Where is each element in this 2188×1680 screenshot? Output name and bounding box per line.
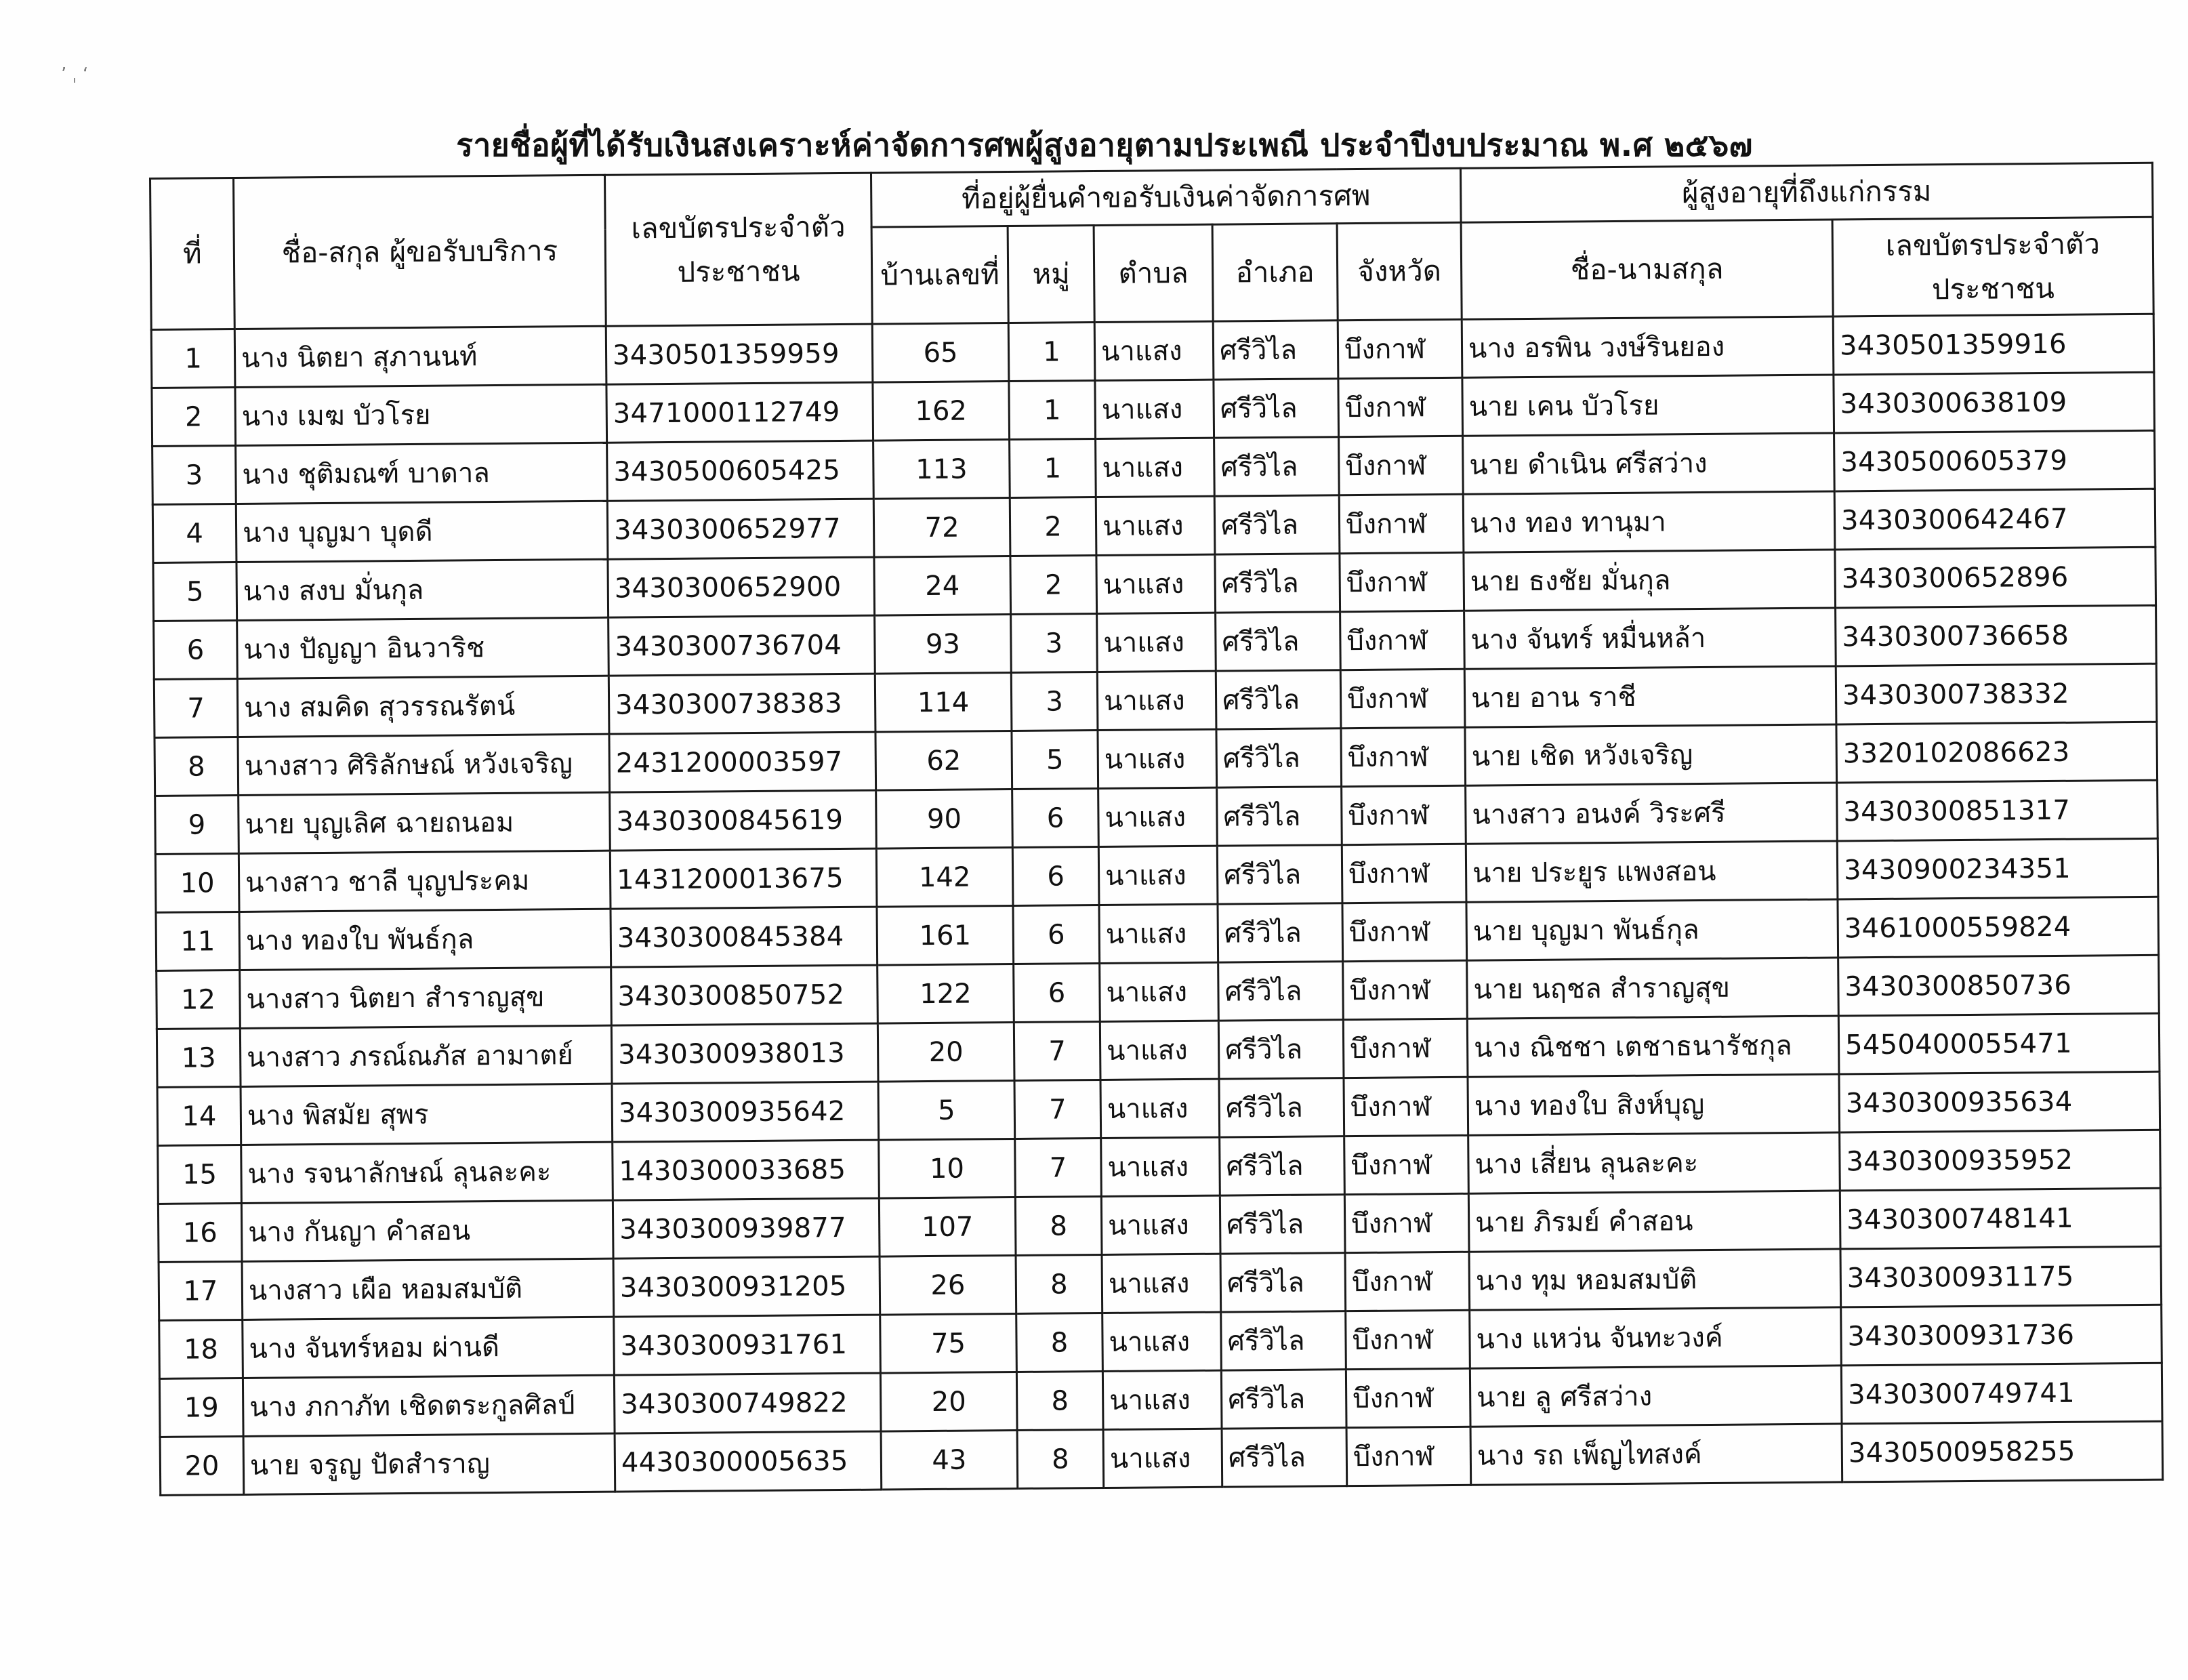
header-address-group: ที่อยู่ผู้ยื่นคำขอรับเงินค่าจัดการศพ xyxy=(871,168,1461,227)
cell-no: 1 xyxy=(151,329,235,388)
cell-amphoe: ศรีวิไล xyxy=(1221,1311,1346,1370)
header-tambon: ตำบล xyxy=(1094,225,1213,323)
cell-moo: 8 xyxy=(1017,1429,1104,1488)
cell-requester-name: นาง ภกาภัท เชิดตระกูลศิลป์ xyxy=(243,1375,615,1436)
header-no: ที่ xyxy=(150,178,235,330)
cell-province: บึงกาฬ xyxy=(1339,436,1464,495)
cell-requester-name: นางสาว ศิริลักษณ์ หวังเจริญ xyxy=(238,734,610,795)
cell-requester-id: 3430300738383 xyxy=(608,674,875,734)
cell-no: 8 xyxy=(154,737,239,796)
cell-deceased-id: 3430300931175 xyxy=(1840,1246,2162,1307)
cell-deceased-id: 5450400055471 xyxy=(1838,1013,2160,1074)
cell-no: 10 xyxy=(155,853,239,912)
cell-moo: 6 xyxy=(1012,789,1099,848)
cell-requester-name: นาง นิตยา สุภานนท์ xyxy=(234,326,606,387)
cell-tambon: นาแสง xyxy=(1096,438,1215,497)
cell-no: 14 xyxy=(157,1086,241,1145)
cell-requester-name: นาง พิสมัย สุพร xyxy=(241,1084,613,1145)
cell-no: 17 xyxy=(159,1261,243,1320)
cell-deceased-id: 3430300642467 xyxy=(1834,489,2155,550)
cell-moo: 5 xyxy=(1012,731,1098,790)
cell-province: บึงกาฬ xyxy=(1343,1019,1468,1078)
cell-deceased-id: 3430300935952 xyxy=(1840,1130,2161,1191)
cell-requester-id: 3430300931761 xyxy=(614,1315,881,1375)
cell-no: 2 xyxy=(152,388,236,447)
cell-house-no: 20 xyxy=(878,1023,1014,1082)
cell-moo: 7 xyxy=(1015,1139,1102,1197)
cell-deceased-id: 3430300749741 xyxy=(1841,1363,2162,1424)
cell-deceased-id: 3430300738332 xyxy=(1836,663,2157,724)
cell-requester-id: 3430300850752 xyxy=(611,965,878,1025)
cell-deceased-name: นาย ประยูร แพงสอน xyxy=(1466,841,1838,902)
cell-deceased-id: 3461000559824 xyxy=(1838,897,2159,958)
cell-province: บึงกาฬ xyxy=(1346,1310,1470,1369)
cell-tambon: นาแสง xyxy=(1094,321,1214,380)
cell-moo: 8 xyxy=(1016,1372,1103,1431)
cell-tambon: นาแสง xyxy=(1103,1429,1222,1488)
cell-deceased-id: 3430300935634 xyxy=(1839,1071,2160,1132)
document-title: รายชื่อผู้ที่ได้รับเงินสงเคราะห์ค่าจัดการศพผู้สูงอายุตามประเพณี ประจำปีงบประมาณ พ.ศ ๒๕๖๗ xyxy=(456,127,1753,163)
cell-moo: 1 xyxy=(1010,439,1096,498)
cell-amphoe: ศรีวิไล xyxy=(1221,1370,1346,1429)
cell-moo: 8 xyxy=(1016,1313,1103,1372)
cell-deceased-name: นาย เชิด หวังเจริญ xyxy=(1465,724,1837,785)
cell-deceased-id: 3430300652896 xyxy=(1835,547,2156,608)
cell-deceased-name: นางสาว อนงค์ วิระศรี xyxy=(1466,783,1838,844)
cell-province: บึงกาฬ xyxy=(1338,319,1462,378)
cell-deceased-id: 3430300736658 xyxy=(1836,605,2157,666)
cell-house-no: 142 xyxy=(876,848,1013,907)
cell-requester-name: นางสาว เผือ หอมสมบัติ xyxy=(242,1258,614,1319)
cell-amphoe: ศรีวิไล xyxy=(1214,379,1339,438)
cell-no: 9 xyxy=(155,795,239,854)
cell-deceased-name: นาง จันทร์ หมื่นหล้า xyxy=(1464,608,1836,669)
cell-requester-name: นางสาว ภรณ์ณภัส อามาตย์ xyxy=(240,1025,612,1086)
cell-province: บึงกาฬ xyxy=(1342,785,1466,844)
cell-deceased-id: 3430900234351 xyxy=(1837,838,2158,899)
cell-amphoe: ศรีวิไล xyxy=(1215,554,1340,613)
cell-province: บึงกาฬ xyxy=(1340,611,1465,670)
header-deceased-id xyxy=(1832,218,2153,316)
cell-province: บึงกาฬ xyxy=(1340,552,1464,611)
cell-moo: 6 xyxy=(1012,847,1099,906)
cell-tambon: นาแสง xyxy=(1096,554,1216,613)
cell-requester-id: 3430300939877 xyxy=(613,1198,880,1258)
cell-moo: 8 xyxy=(1015,1197,1102,1256)
cell-tambon: นาแสง xyxy=(1101,1137,1220,1196)
cell-tambon: นาแสง xyxy=(1097,671,1216,730)
cell-tambon: นาแสง xyxy=(1098,729,1217,788)
cell-requester-id: 2431200003597 xyxy=(609,732,876,792)
cell-moo: 6 xyxy=(1013,905,1100,964)
cell-no: 11 xyxy=(156,911,240,970)
cell-requester-name: นาง ชุติมณฑ์ บาดาล xyxy=(236,443,608,504)
cell-amphoe: ศรีวิไล xyxy=(1216,729,1342,787)
cell-house-no: 20 xyxy=(880,1372,1017,1431)
header-moo: หมู่ xyxy=(1008,226,1094,323)
cell-deceased-name: นาง ทองใบ สิงห์บุญ xyxy=(1468,1074,1840,1135)
cell-amphoe: ศรีวิไล xyxy=(1217,787,1342,846)
cell-house-no: 122 xyxy=(878,964,1014,1024)
cell-deceased-name: นาย บุญมา พันธ์กุล xyxy=(1466,899,1838,960)
cell-no: 7 xyxy=(154,678,238,737)
cell-no: 18 xyxy=(159,1319,243,1378)
header-amphoe: อำเภอ xyxy=(1212,224,1338,321)
cell-house-no: 26 xyxy=(880,1256,1016,1315)
cell-moo: 7 xyxy=(1014,1022,1100,1081)
cell-house-no: 72 xyxy=(873,498,1010,558)
cell-requester-id: 1431200013675 xyxy=(610,848,877,909)
cell-requester-id: 3430300652977 xyxy=(607,499,874,559)
recipients-table xyxy=(149,162,2164,1496)
cell-amphoe: ศรีวิไล xyxy=(1218,903,1343,962)
header-requester-name: ชื่อ-สกุล ผู้ขอรับบริการ xyxy=(234,175,606,329)
cell-house-no: 65 xyxy=(872,323,1009,383)
cell-deceased-id: 3430300931736 xyxy=(1841,1305,2162,1366)
cell-requester-name: นาง สงบ มั่นกุล xyxy=(236,559,608,620)
cell-moo: 8 xyxy=(1016,1255,1102,1314)
cell-requester-id: 3430500605425 xyxy=(607,441,874,501)
cell-deceased-id: 3430300851317 xyxy=(1837,780,2158,841)
cell-tambon: นาแสง xyxy=(1101,1195,1220,1254)
cell-house-no: 93 xyxy=(875,615,1012,674)
cell-deceased-id: 3430300638109 xyxy=(1834,372,2155,433)
cell-no: 20 xyxy=(160,1436,244,1495)
cell-house-no: 43 xyxy=(881,1430,1018,1490)
cell-deceased-name: นาง เสี่ยน ลุนละคะ xyxy=(1468,1132,1840,1193)
cell-requester-name: นาง บุญมา บุดดี xyxy=(236,501,608,562)
cell-house-no: 162 xyxy=(873,382,1010,441)
cell-moo: 1 xyxy=(1008,323,1095,382)
cell-house-no: 62 xyxy=(875,731,1012,791)
cell-no: 3 xyxy=(152,446,236,505)
cell-requester-name: นาง ทองใบ พันธ์กุล xyxy=(239,909,611,970)
cell-province: บึงกาฬ xyxy=(1342,844,1466,903)
cell-requester-id: 3430300845384 xyxy=(611,907,878,967)
cell-requester-name: นาง กันญา คำสอน xyxy=(241,1200,613,1261)
cell-moo: 2 xyxy=(1010,556,1097,615)
header-requester-id xyxy=(604,173,872,326)
cell-house-no: 113 xyxy=(873,440,1010,499)
cell-amphoe: ศรีวิไล xyxy=(1214,495,1340,554)
cell-amphoe: ศรีวิไล xyxy=(1218,1020,1344,1079)
cell-province: บึงกาฬ xyxy=(1340,669,1465,728)
cell-requester-name: นาย บุญเลิศ ฉายถนอม xyxy=(239,792,611,853)
cell-tambon: นาแสง xyxy=(1097,613,1216,672)
cell-amphoe: ศรีวิไล xyxy=(1216,670,1341,729)
cell-requester-name: นาย จรูญ ปัดสำราญ xyxy=(243,1433,615,1494)
cell-requester-id: 4430300005635 xyxy=(615,1431,882,1492)
cell-no: 12 xyxy=(157,970,241,1029)
cell-house-no: 10 xyxy=(879,1139,1016,1199)
cell-amphoe: ศรีวิไล xyxy=(1219,1078,1344,1137)
cell-tambon: นาแสง xyxy=(1099,904,1218,963)
cell-house-no: 107 xyxy=(879,1197,1016,1257)
cell-requester-id: 3430300845619 xyxy=(610,790,877,851)
cell-province: บึงกาฬ xyxy=(1344,1077,1468,1136)
header-deceased-id-line2: ประชาชน xyxy=(1931,272,2055,306)
cell-no: 4 xyxy=(152,504,236,563)
cell-amphoe: ศรีวิไล xyxy=(1220,1136,1345,1195)
cell-requester-name: นาง ปัญญา อินวาริช xyxy=(237,617,609,678)
cell-moo: 3 xyxy=(1011,614,1098,673)
cell-tambon: นาแสง xyxy=(1102,1312,1222,1371)
cell-deceased-name: นาง แหว่น จันทะวงค์ xyxy=(1470,1307,1842,1368)
cell-requester-id: 3430300736704 xyxy=(608,615,875,676)
cell-moo: 2 xyxy=(1010,497,1096,556)
scan-artifact-mark: ’ ˌ ‘ xyxy=(61,64,89,85)
cell-amphoe: ศรีวิไล xyxy=(1220,1253,1346,1312)
cell-moo: 6 xyxy=(1014,964,1100,1023)
cell-deceased-id: 3430500605379 xyxy=(1834,430,2155,491)
cell-requester-name: นาง เมฆ บัวโรย xyxy=(235,384,607,445)
cell-deceased-name: นาย นฤชล สำราญสุข xyxy=(1467,958,1839,1019)
cell-amphoe: ศรีวิไล xyxy=(1213,321,1338,380)
cell-moo: 3 xyxy=(1011,672,1098,731)
cell-deceased-name: นาง ทอง ทานุมา xyxy=(1463,491,1835,552)
cell-no: 13 xyxy=(157,1028,241,1087)
cell-tambon: นาแสง xyxy=(1095,380,1214,438)
cell-tambon: นาแสง xyxy=(1100,1079,1220,1138)
cell-deceased-name: นาง รถ เพ็ญไทสงค์ xyxy=(1470,1424,1842,1485)
cell-deceased-name: นาง ณิชชา เตชาธนารัชกุล xyxy=(1467,1016,1839,1077)
header-house-no: บ้านเลขที่ xyxy=(871,226,1008,324)
cell-deceased-name: นาย ดำเนิน ศรีสว่าง xyxy=(1463,433,1835,494)
cell-amphoe: ศรีวิไล xyxy=(1217,845,1342,904)
cell-requester-id: 3430501359959 xyxy=(606,324,873,384)
cell-deceased-id: 3430300850736 xyxy=(1838,955,2160,1016)
cell-moo: 7 xyxy=(1014,1080,1101,1139)
cell-province: บึงกาฬ xyxy=(1343,960,1468,1019)
cell-province: บึงกาฬ xyxy=(1341,727,1466,786)
cell-province: บึงกาฬ xyxy=(1339,494,1464,553)
cell-tambon: นาแสง xyxy=(1100,962,1219,1021)
cell-province: บึงกาฬ xyxy=(1344,1193,1469,1252)
cell-deceased-name: นาง อรพิน วงษ์รินยอง xyxy=(1462,316,1834,377)
cell-requester-name: นางสาว นิตยา สำราญสุข xyxy=(240,967,612,1028)
cell-tambon: นาแสง xyxy=(1096,496,1215,555)
table-header xyxy=(150,163,2154,329)
cell-requester-name: นาง รจนาลักษณ์ ลุนละคะ xyxy=(241,1142,613,1203)
cell-deceased-name: นาย ภิรมย์ คำสอน xyxy=(1468,1191,1840,1252)
cell-tambon: นาแสง xyxy=(1100,1021,1219,1080)
cell-province: บึงกาฬ xyxy=(1338,377,1463,436)
cell-house-no: 161 xyxy=(877,906,1014,966)
cell-amphoe: ศรีวิไล xyxy=(1216,612,1341,671)
cell-tambon: นาแสง xyxy=(1102,1254,1221,1313)
cell-house-no: 24 xyxy=(874,556,1011,616)
cell-house-no: 114 xyxy=(875,673,1012,733)
cell-requester-name: นางสาว ชาลี บุญประคม xyxy=(239,851,611,911)
cell-requester-id: 1430300033685 xyxy=(613,1140,880,1200)
cell-province: บึงกาฬ xyxy=(1344,1135,1469,1194)
header-deceased-name: ชื่อ-นามสกุล xyxy=(1461,220,1833,319)
cell-deceased-id: 3430501359916 xyxy=(1833,314,2154,375)
cell-no: 15 xyxy=(158,1145,242,1204)
header-requester-id-line2: ประชาชน xyxy=(677,254,800,289)
cell-requester-id: 3430300652900 xyxy=(608,557,875,617)
cell-tambon: นาแสง xyxy=(1098,787,1218,846)
cell-no: 19 xyxy=(159,1378,243,1437)
table-body xyxy=(151,314,2162,1495)
cell-amphoe: ศรีวิไล xyxy=(1214,437,1340,496)
cell-requester-id: 3430300938013 xyxy=(611,1023,878,1084)
cell-no: 6 xyxy=(154,621,238,680)
header-province: จังหวัด xyxy=(1337,223,1462,321)
cell-deceased-id: 3320102086623 xyxy=(1836,722,2158,783)
cell-deceased-name: นาย อาน ราชี xyxy=(1464,666,1836,727)
cell-province: บึงกาฬ xyxy=(1346,1368,1470,1427)
cell-house-no: 75 xyxy=(880,1314,1017,1374)
cell-requester-name: นาง สมคิด สุวรรณรัตน์ xyxy=(237,676,609,737)
cell-amphoe: ศรีวิไล xyxy=(1222,1428,1347,1487)
cell-tambon: นาแสง xyxy=(1098,846,1218,905)
cell-province: บึงกาฬ xyxy=(1346,1427,1471,1486)
cell-no: 16 xyxy=(158,1203,242,1262)
cell-deceased-name: นาง ทุม หอมสมบัติ xyxy=(1469,1249,1841,1310)
cell-requester-id: 3430300749822 xyxy=(614,1373,881,1433)
cell-province: บึงกาฬ xyxy=(1342,902,1467,961)
cell-deceased-id: 3430300748141 xyxy=(1840,1188,2161,1249)
cell-requester-id: 3471000112749 xyxy=(606,382,873,443)
cell-requester-id: 3430300931205 xyxy=(613,1256,880,1317)
header-deceased-group: ผู้สูงอายุที่ถึงแก่กรรม xyxy=(1460,163,2153,222)
cell-deceased-id: 3430500958255 xyxy=(1842,1421,2163,1482)
cell-requester-name: นาง จันทร์หอม ผ่านดี xyxy=(243,1317,615,1378)
cell-requester-id: 3430300935642 xyxy=(612,1082,879,1142)
cell-province: บึงกาฬ xyxy=(1345,1252,1470,1311)
cell-amphoe: ศรีวิไล xyxy=(1220,1195,1345,1254)
cell-tambon: นาแสง xyxy=(1102,1370,1222,1429)
cell-deceased-name: นาย เคน บัวโรย xyxy=(1462,375,1834,436)
cell-house-no: 90 xyxy=(876,790,1013,849)
header-requester-id-line1: เลขบัตรประจำตัว xyxy=(631,209,846,245)
cell-deceased-name: นาย ธงชัย มั่นกุล xyxy=(1464,550,1836,611)
cell-deceased-name: นาย ลู ศรีสว่าง xyxy=(1470,1366,1842,1427)
cell-moo: 1 xyxy=(1009,381,1096,440)
cell-house-no: 5 xyxy=(878,1081,1015,1141)
header-deceased-id-line1: เลขบัตรประจำตัว xyxy=(1885,227,2101,262)
cell-no: 5 xyxy=(153,562,237,621)
cell-amphoe: ศรีวิไล xyxy=(1218,962,1344,1021)
